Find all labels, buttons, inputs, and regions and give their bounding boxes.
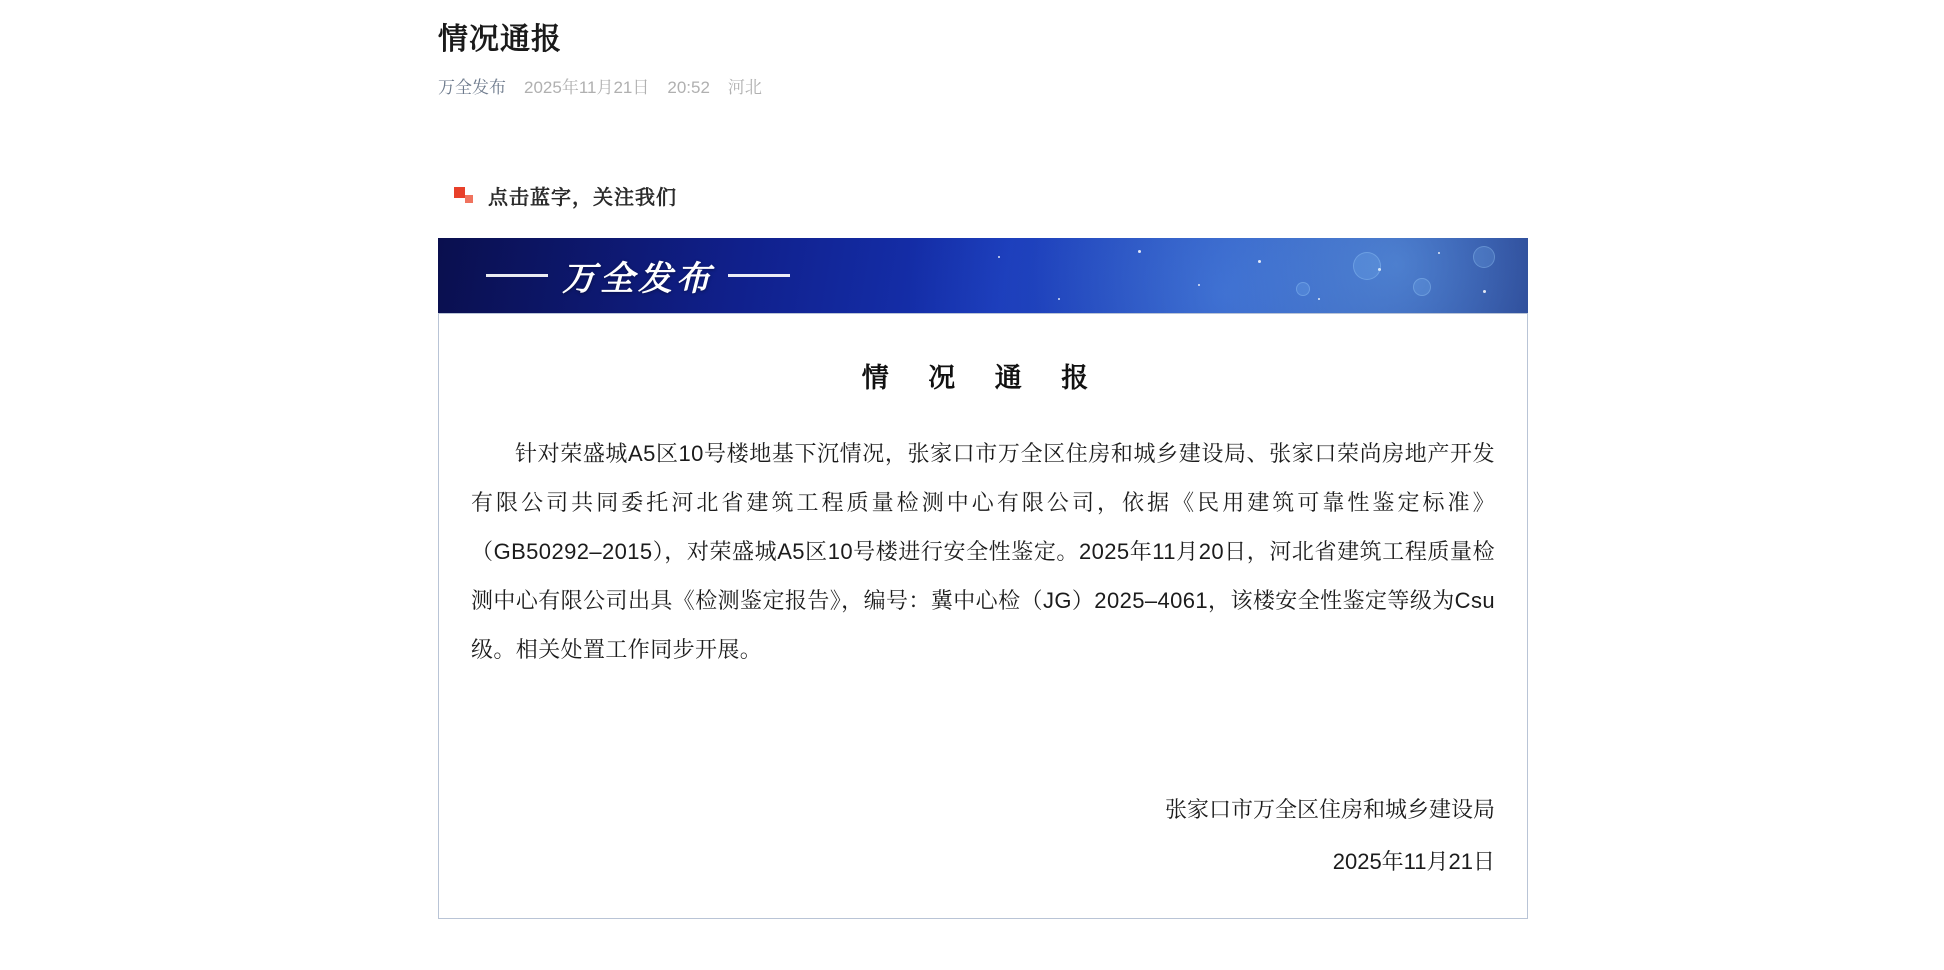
article-meta [438, 76, 1528, 100]
document-date: 2025年11月21日 [1332, 849, 1495, 874]
article-header [438, 18, 1528, 100]
publish-date: 2025年11月21日 [524, 78, 650, 97]
account-banner-image [438, 238, 1528, 313]
page-title: 情况通报 [438, 23, 562, 56]
banner-rule-right [728, 274, 790, 277]
banner-title: 万全发布 [562, 259, 714, 299]
banner-bokeh-1 [1353, 252, 1381, 280]
banner-title-group [486, 238, 790, 313]
banner-rule-left [486, 274, 548, 277]
document-paragraph: 针对荣盛城A5区10号楼地基下沉情况，张家口市万全区住房和城乡建设局、张家口荣尚房地产开发有限公司共同委托河北省建筑工程质量检测中心有限公司，依据《民用建筑可靠性鉴定标准》（GB50292–2015），对荣盛城A5区10号楼进行安全性鉴定。2025年11月20日，河北省建筑工程质量检测中心有限公司出具《检测鉴定报告》，编号：冀中心检（JG）2025–4061，该楼安全性鉴定等级为Csu级。相关处置工作同步开展。 [471, 441, 1495, 662]
publish-location: 河北 [727, 78, 762, 97]
document-signature: 张家口市万全区住房和城乡建设局 [1164, 797, 1495, 822]
follow-prompt-label: 点击蓝字，关注我们 [488, 186, 677, 209]
publish-time: 20:52 [667, 78, 710, 97]
banner-bokeh-2 [1413, 278, 1431, 296]
article-content [438, 180, 1528, 919]
follow-prompt [454, 180, 1528, 210]
red-square-icon [454, 185, 474, 205]
document-heading: 情 况 通 报 [861, 363, 1105, 393]
notice-document [438, 313, 1528, 919]
banner-bokeh-4 [1473, 246, 1495, 268]
banner-bokeh-3 [1296, 282, 1310, 296]
account-name[interactable]: 万全发布 [438, 78, 506, 97]
